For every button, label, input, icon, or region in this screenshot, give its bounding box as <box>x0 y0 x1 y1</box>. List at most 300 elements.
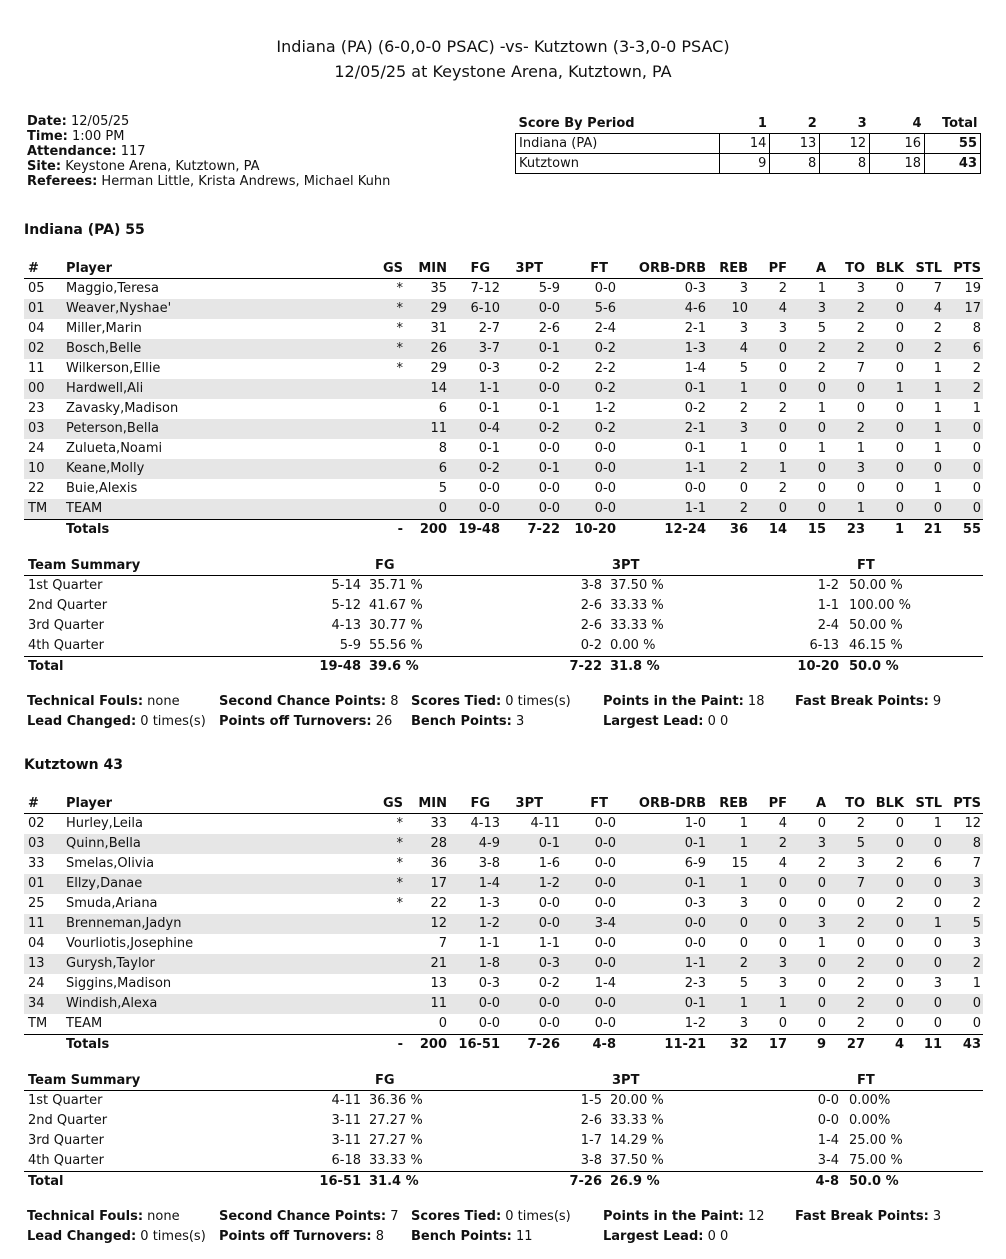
score-by-period-table <box>515 114 981 174</box>
total-ft: 4-8 <box>592 1037 616 1052</box>
cell-reb: 1 <box>739 381 748 396</box>
summary-quarter-label: 4th Quarter <box>28 1153 104 1168</box>
misc-stat <box>411 692 571 712</box>
cell-stl: 7 <box>933 281 942 296</box>
misc-stat-label: Second Chance Points: <box>219 694 387 709</box>
misc-stat-label: Points off Turnovers: <box>219 714 372 729</box>
cell-blk: 0 <box>895 461 904 476</box>
cell-to: 7 <box>856 361 865 376</box>
column-header-pf: PF <box>768 261 787 276</box>
summary-fg-made: 6-18 <box>331 1153 361 1168</box>
total-pf: 14 <box>768 522 787 537</box>
cell-pf: 0 <box>778 361 787 376</box>
cell-to: 1 <box>856 441 865 456</box>
sbp-cell: 8 <box>820 154 870 174</box>
cell-3pt: 1-2 <box>538 876 560 891</box>
player-row <box>24 379 983 399</box>
cell-stl: 3 <box>933 976 942 991</box>
cell-player-name: Wilkerson,Ellie <box>66 361 161 376</box>
summary-ft-made: 6-13 <box>809 638 839 653</box>
cell-3pt: 2-6 <box>538 321 560 336</box>
cell-pf: 0 <box>778 896 787 911</box>
summary-header: FG <box>375 1073 395 1088</box>
summary-row <box>24 1091 983 1111</box>
summary-header: Team Summary <box>28 1073 141 1088</box>
cell-3pt: 0-1 <box>538 836 560 851</box>
cell-ft: 0-0 <box>594 896 616 911</box>
cell-to: 2 <box>856 956 865 971</box>
cell-pf: 4 <box>778 301 787 316</box>
total-a: 9 <box>816 1037 826 1052</box>
player-row <box>24 894 983 914</box>
misc-stat-label: Lead Changed: <box>27 1229 137 1244</box>
column-header-min: MIN <box>418 796 447 811</box>
misc-stat <box>27 692 180 712</box>
cell-ft: 0-2 <box>594 341 616 356</box>
cell-min: 0 <box>438 501 447 516</box>
cell-fg: 0-2 <box>478 461 500 476</box>
cell-to: 0 <box>856 401 865 416</box>
column-header-a: A <box>815 796 826 811</box>
cell-ft: 3-4 <box>594 916 616 931</box>
cell-to: 3 <box>856 461 865 476</box>
cell-a: 1 <box>817 936 826 951</box>
cell-min: 6 <box>438 461 447 476</box>
column-header-to: TO <box>845 261 865 276</box>
cell-jersey-number: 04 <box>28 936 45 951</box>
cell-orb-drb: 4-6 <box>684 301 706 316</box>
summary-3pt-made: 3-8 <box>580 1153 602 1168</box>
total-to: 23 <box>846 522 865 537</box>
cell-orb-drb: 2-1 <box>684 421 706 436</box>
summary-row <box>24 636 983 656</box>
cell-reb: 5 <box>739 976 748 991</box>
cell-a: 0 <box>817 481 826 496</box>
summary-header: 3PT <box>612 1073 640 1088</box>
cell-ft: 0-0 <box>594 996 616 1011</box>
cell-fg: 7-12 <box>470 281 500 296</box>
cell-stl: 0 <box>933 876 942 891</box>
cell-gs: * <box>396 361 403 376</box>
column-header-reb: REB <box>719 796 748 811</box>
player-row <box>24 954 983 974</box>
cell-fg: 3-7 <box>478 341 500 356</box>
cell-reb: 2 <box>739 401 748 416</box>
column-header-reb: REB <box>719 261 748 276</box>
column-header-pf: PF <box>768 796 787 811</box>
cell-reb: 1 <box>739 836 748 851</box>
box-score-table <box>24 794 983 1055</box>
summary-3pt-pct: 0.00 % <box>610 638 656 653</box>
team-summary-header <box>24 556 983 576</box>
cell-jersey-number: 05 <box>28 281 45 296</box>
total-orb-drb: 11-21 <box>664 1037 706 1052</box>
cell-orb-drb: 0-1 <box>684 836 706 851</box>
sbp-cell: 18 <box>870 154 925 174</box>
summary-total-row <box>24 1171 983 1192</box>
summary-total-ft-pct: 50.0 % <box>849 1174 899 1189</box>
cell-player-name: Weaver,Nyshae' <box>66 301 172 316</box>
cell-jersey-number: TM <box>28 501 48 516</box>
cell-a: 0 <box>817 461 826 476</box>
cell-pts: 2 <box>972 381 981 396</box>
misc-stat <box>603 1207 764 1227</box>
cell-pts: 2 <box>972 956 981 971</box>
cell-a: 0 <box>817 876 826 891</box>
summary-ft-pct: 50.00 % <box>849 578 903 593</box>
cell-3pt: 0-0 <box>538 501 560 516</box>
sbp-cell: 9 <box>720 154 770 174</box>
column-header-fg: FG <box>470 796 490 811</box>
sbp-cell: 14 <box>720 134 770 154</box>
misc-stat-value: 9 <box>932 694 942 709</box>
summary-ft-made: 1-4 <box>817 1133 839 1148</box>
cell-3pt: 0-0 <box>538 1016 560 1031</box>
sbp-header-p1: 1 <box>720 114 770 134</box>
cell-stl: 1 <box>933 481 942 496</box>
total-pts: 43 <box>962 1037 981 1052</box>
cell-min: 14 <box>430 381 447 396</box>
summary-ft-made: 0-0 <box>817 1093 839 1108</box>
cell-min: 28 <box>430 836 447 851</box>
player-row <box>24 914 983 934</box>
cell-3pt: 0-1 <box>538 341 560 356</box>
summary-3pt-pct: 33.33 % <box>610 1113 664 1128</box>
total-player-name: Totals <box>66 522 110 537</box>
cell-to: 2 <box>856 321 865 336</box>
cell-pf: 0 <box>778 441 787 456</box>
cell-gs: * <box>396 301 403 316</box>
summary-fg-pct: 27.27 % <box>369 1133 423 1148</box>
summary-total-row <box>24 656 983 677</box>
player-row <box>24 279 983 299</box>
cell-fg: 0-3 <box>478 976 500 991</box>
cell-pts: 1 <box>972 976 981 991</box>
cell-ft: 0-0 <box>594 876 616 891</box>
cell-min: 33 <box>430 816 447 831</box>
cell-reb: 10 <box>731 301 748 316</box>
column-header-a: A <box>815 261 826 276</box>
summary-quarter-label: 2nd Quarter <box>28 598 108 613</box>
misc-stat-label: Bench Points: <box>411 714 512 729</box>
summary-header: Team Summary <box>28 558 141 573</box>
cell-jersey-number: 01 <box>28 876 45 891</box>
cell-jersey-number: 03 <box>28 421 45 436</box>
cell-reb: 3 <box>739 896 748 911</box>
misc-stat-value: 12 <box>747 1209 765 1224</box>
misc-stat-value: 0 times(s) <box>505 694 571 709</box>
game-subtitle: 12/05/25 at Keystone Arena, Kutztown, PA <box>334 62 672 81</box>
cell-pf: 0 <box>778 936 787 951</box>
column-header-stl: STL <box>915 796 942 811</box>
cell-orb-drb: 0-0 <box>684 916 706 931</box>
cell-pts: 0 <box>972 481 981 496</box>
summary-total-ft-made: 4-8 <box>815 1174 839 1189</box>
summary-fg-pct: 33.33 % <box>369 1153 423 1168</box>
misc-stat-value: none <box>147 1209 180 1224</box>
cell-pts: 3 <box>972 876 981 891</box>
summary-3pt-made: 2-6 <box>580 1113 602 1128</box>
summary-quarter-label: 2nd Quarter <box>28 1113 108 1128</box>
cell-fg: 1-1 <box>478 936 500 951</box>
player-row <box>24 319 983 339</box>
cell-a: 2 <box>817 856 826 871</box>
cell-a: 2 <box>817 341 826 356</box>
cell-pts: 17 <box>964 301 981 316</box>
misc-stat-value: 11 <box>515 1229 533 1244</box>
cell-pts: 8 <box>972 321 981 336</box>
cell-pf: 3 <box>778 956 787 971</box>
misc-stats <box>27 692 987 732</box>
cell-blk: 0 <box>895 421 904 436</box>
cell-orb-drb: 0-1 <box>684 996 706 1011</box>
cell-pts: 2 <box>972 896 981 911</box>
cell-blk: 0 <box>895 936 904 951</box>
cell-ft: 0-0 <box>594 1016 616 1031</box>
cell-3pt: 0-0 <box>538 996 560 1011</box>
misc-stat <box>27 1227 206 1247</box>
cell-player-name: Smelas,Olivia <box>66 856 155 871</box>
cell-pf: 0 <box>778 341 787 356</box>
summary-3pt-pct: 14.29 % <box>610 1133 664 1148</box>
cell-a: 1 <box>817 441 826 456</box>
column-header-min: MIN <box>418 261 447 276</box>
summary-row <box>24 616 983 636</box>
cell-jersey-number: 02 <box>28 816 45 831</box>
summary-3pt-pct: 37.50 % <box>610 578 664 593</box>
cell-blk: 0 <box>895 441 904 456</box>
total-3pt: 7-22 <box>527 522 560 537</box>
misc-stat-label: Largest Lead: <box>603 1229 704 1244</box>
summary-total-3pt-made: 7-26 <box>569 1174 602 1189</box>
cell-min: 31 <box>430 321 447 336</box>
misc-stat <box>795 1207 941 1227</box>
cell-gs: * <box>396 876 403 891</box>
cell-player-name: TEAM <box>66 1016 103 1031</box>
cell-pts: 8 <box>972 836 981 851</box>
misc-stat <box>603 692 764 712</box>
total-min: 200 <box>419 1037 447 1052</box>
cell-blk: 0 <box>895 996 904 1011</box>
cell-to: 0 <box>856 381 865 396</box>
cell-player-name: Zulueta,Noami <box>66 441 163 456</box>
cell-blk: 0 <box>895 341 904 356</box>
summary-ft-pct: 46.15 % <box>849 638 903 653</box>
cell-fg: 6-10 <box>470 301 500 316</box>
cell-to: 2 <box>856 301 865 316</box>
misc-stat-value: 18 <box>747 694 765 709</box>
cell-to: 7 <box>856 876 865 891</box>
cell-fg: 1-4 <box>478 876 500 891</box>
cell-fg: 0-1 <box>478 441 500 456</box>
cell-min: 5 <box>438 481 447 496</box>
summary-3pt-made: 3-8 <box>580 578 602 593</box>
cell-fg: 0-0 <box>478 1016 500 1031</box>
misc-stat-value: 26 <box>375 714 393 729</box>
misc-stat-label: Points in the Paint: <box>603 694 744 709</box>
cell-jersey-number: 00 <box>28 381 45 396</box>
cell-blk: 0 <box>895 481 904 496</box>
cell-player-name: Vourliotis,Josephine <box>66 936 194 951</box>
summary-total-fg-pct: 39.6 % <box>369 659 419 674</box>
cell-jersey-number: 25 <box>28 896 45 911</box>
cell-to: 2 <box>856 421 865 436</box>
cell-stl: 0 <box>933 896 942 911</box>
summary-ft-pct: 75.00 % <box>849 1153 903 1168</box>
cell-a: 3 <box>817 301 826 316</box>
cell-player-name: Quinn,Bella <box>66 836 141 851</box>
cell-reb: 2 <box>739 501 748 516</box>
cell-ft: 0-0 <box>594 956 616 971</box>
cell-orb-drb: 0-0 <box>684 936 706 951</box>
cell-fg: 1-2 <box>478 916 500 931</box>
cell-a: 5 <box>817 321 826 336</box>
cell-ft: 0-0 <box>594 936 616 951</box>
column-header-gs: GS <box>382 261 403 276</box>
summary-header: FT <box>857 1073 875 1088</box>
cell-3pt: 0-0 <box>538 301 560 316</box>
cell-stl: 6 <box>933 856 942 871</box>
misc-stat <box>603 1227 728 1247</box>
misc-stat <box>411 1227 532 1247</box>
cell-jersey-number: 24 <box>28 441 45 456</box>
total-pts: 55 <box>962 522 981 537</box>
player-row <box>24 339 983 359</box>
cell-pts: 19 <box>964 281 981 296</box>
cell-a: 1 <box>817 401 826 416</box>
misc-row <box>27 692 987 712</box>
team-summary-table <box>24 556 983 677</box>
summary-fg-pct: 35.71 % <box>369 578 423 593</box>
cell-blk: 0 <box>895 976 904 991</box>
cell-ft: 2-2 <box>594 361 616 376</box>
cell-ft: 0-0 <box>594 461 616 476</box>
cell-a: 1 <box>817 281 826 296</box>
cell-min: 36 <box>430 856 447 871</box>
cell-min: 12 <box>430 916 447 931</box>
misc-stat-value: 3 <box>932 1209 942 1224</box>
cell-jersey-number: 23 <box>28 401 45 416</box>
misc-stat <box>795 692 941 712</box>
misc-stat-label: Scores Tied: <box>411 1209 502 1224</box>
summary-fg-made: 3-11 <box>331 1113 361 1128</box>
cell-ft: 0-0 <box>594 441 616 456</box>
summary-total-ft-made: 10-20 <box>797 659 839 674</box>
cell-a: 0 <box>817 896 826 911</box>
cell-orb-drb: 1-4 <box>684 361 706 376</box>
cell-pf: 2 <box>778 836 787 851</box>
cell-blk: 0 <box>895 876 904 891</box>
cell-player-name: Gurysh,Taylor <box>66 956 155 971</box>
sbp-cell: 13 <box>770 134 820 154</box>
sbp-total: 43 <box>925 154 981 174</box>
cell-min: 7 <box>438 936 447 951</box>
cell-pts: 0 <box>972 996 981 1011</box>
cell-ft: 1-2 <box>594 401 616 416</box>
cell-ft: 2-4 <box>594 321 616 336</box>
box-score-table <box>24 259 983 540</box>
cell-3pt: 0-2 <box>538 421 560 436</box>
player-row <box>24 499 983 519</box>
misc-stat-label: Lead Changed: <box>27 714 137 729</box>
cell-stl: 0 <box>933 956 942 971</box>
misc-stat-label: Fast Break Points: <box>795 694 929 709</box>
cell-min: 13 <box>430 976 447 991</box>
misc-row <box>27 712 987 732</box>
cell-pts: 0 <box>972 441 981 456</box>
cell-3pt: 0-0 <box>538 896 560 911</box>
cell-ft: 0-0 <box>594 816 616 831</box>
cell-pts: 1 <box>972 401 981 416</box>
summary-fg-made: 5-9 <box>339 638 361 653</box>
summary-ft-pct: 25.00 % <box>849 1133 903 1148</box>
cell-gs: * <box>396 321 403 336</box>
cell-orb-drb: 0-0 <box>684 481 706 496</box>
misc-stat-label: Second Chance Points: <box>219 1209 387 1224</box>
summary-total-fg-pct: 31.4 % <box>369 1174 419 1189</box>
sbp-cell: 8 <box>770 154 820 174</box>
cell-ft: 0-0 <box>594 836 616 851</box>
cell-gs: * <box>396 856 403 871</box>
cell-pts: 0 <box>972 421 981 436</box>
cell-3pt: 1-1 <box>538 936 560 951</box>
cell-orb-drb: 1-1 <box>684 501 706 516</box>
misc-stat-label: Points in the Paint: <box>603 1209 744 1224</box>
time-line: Time: 1:00 PM <box>27 129 125 144</box>
team-summary-table <box>24 1071 983 1192</box>
cell-player-name: Maggio,Teresa <box>66 281 159 296</box>
player-row <box>24 459 983 479</box>
cell-a: 0 <box>817 976 826 991</box>
cell-blk: 0 <box>895 1016 904 1031</box>
summary-3pt-pct: 37.50 % <box>610 1153 664 1168</box>
cell-ft: 0-0 <box>594 856 616 871</box>
cell-player-name: Buie,Alexis <box>66 481 138 496</box>
cell-stl: 1 <box>933 916 942 931</box>
summary-ft-pct: 50.00 % <box>849 618 903 633</box>
column-header-stl: STL <box>915 261 942 276</box>
summary-fg-pct: 36.36 % <box>369 1093 423 1108</box>
cell-orb-drb: 0-2 <box>684 401 706 416</box>
misc-stat <box>219 1207 399 1227</box>
cell-orb-drb: 2-3 <box>684 976 706 991</box>
cell-fg: 0-0 <box>478 501 500 516</box>
column-header-orb-drb: ORB-DRB <box>638 261 706 276</box>
misc-stat-label: Technical Fouls: <box>27 694 144 709</box>
summary-fg-made: 5-14 <box>331 578 361 593</box>
cell-a: 0 <box>817 996 826 1011</box>
cell-3pt: 0-2 <box>538 976 560 991</box>
cell-stl: 0 <box>933 501 942 516</box>
cell-orb-drb: 1-2 <box>684 1016 706 1031</box>
cell-gs: * <box>396 836 403 851</box>
cell-to: 2 <box>856 916 865 931</box>
cell-a: 0 <box>817 816 826 831</box>
misc-row <box>27 1227 987 1247</box>
cell-ft: 5-6 <box>594 301 616 316</box>
cell-blk: 0 <box>895 501 904 516</box>
cell-a: 0 <box>817 421 826 436</box>
cell-blk: 0 <box>895 361 904 376</box>
sbp-total: 55 <box>925 134 981 154</box>
column-header-3pt: 3PT <box>515 261 543 276</box>
summary-3pt-pct: 33.33 % <box>610 618 664 633</box>
cell-pf: 2 <box>778 281 787 296</box>
cell-min: 17 <box>430 876 447 891</box>
team-summary-header <box>24 1071 983 1091</box>
total-gs: - <box>397 522 403 537</box>
cell-blk: 0 <box>895 916 904 931</box>
